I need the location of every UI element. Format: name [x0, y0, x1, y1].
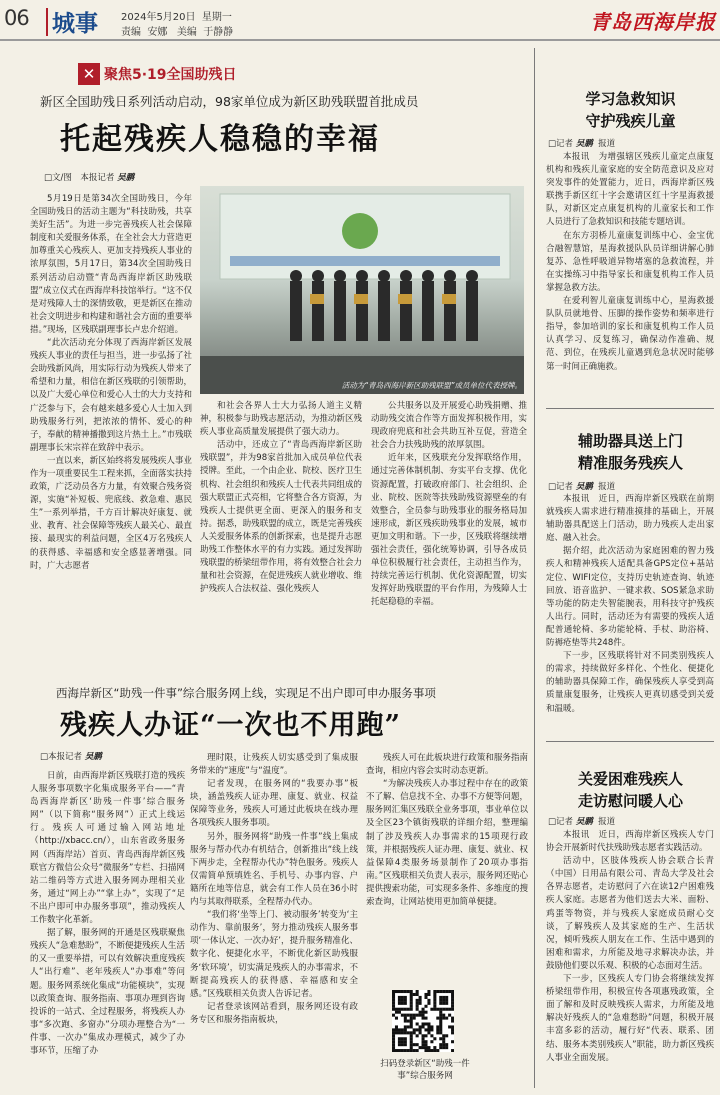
- story2-headline: 残疾人办证“一次也不用跑”: [60, 710, 402, 741]
- lead-column-1: 5月19日是第34次全国助残日，今年全国助残日的活动主题为“科技助残，共享美好生活”。为进一步完善残疾人社会保障制度和关爱服务体系，在全社会大力营造更加尊重关心残疾人、更加支持残疾人事业的浓厚氛围，5月17日，第34次全国助残日系列活动启动暨“青岛西海岸新区助残联盟”成立仪式在西海岸科技馆举行。“这不仅是对残障人士的深情致敬，更是新区在推动社会文明进步和构建和谐社会方面的重要举措。”现场，区残联副理事长卢忠介绍道。 “此次活动充分体现了西海岸新区发展残疾人事业的责任与担当，进一步弘扬了社会助残新风尚，用实际行动为残疾人带来了希望和力量，相信在新区残联的引领帮助，以及广大爱心单位和爱心人士的大力支持和广泛参与下，会有越来越多爱心人士加入到助残服务行列，把浓浓的情怀、爱心的种子，奉献的精神播撒到这片热土上。”市残联副理事长宋宗祥在致辞中表示。 一直以来，新区始终将发展残疾人事业作为一项重要民生工程来抓，全面落实扶持政策，广泛动员各方力量，有效聚合残务资源，实施“补短板、兜底线、救急难、惠民生”一系列举措，千方百计解决好康复、就业、教育、社会保障等残疾人最关心、最直接、最现实的利益问题，全区4万名残疾人的获得感、幸福感和安全感显著增强。同时，广大志愿者: [30, 194, 192, 571]
- story2-byline: □本报记者 吴鹏: [40, 752, 102, 762]
- story2-column-1: 日前，由西海岸新区残联打造的残疾人服务事项数字化集成服务平台——“青岛西海岸新区‘助残一件事’综合服务网”（以下简称“服务网”）正式上线运行。残疾人可通过输入网站地址（http://xbacc.cn/），山东省政务服务网（西海岸站）首页、青岛西海岸新区残联官方微信公众号“微服务”专栏、扫描网站二维码等方式进入服务网办理相关业务，通过“网上办”“掌上办”，实现了“足不出户即可申办服务事项”，推动残疾人工作数字化革新。 据了解，服务网的开通是区残联聚焦残疾人“急难愁盼”，不断便捷残疾人生活的又一重要举措，可以有效解决重度残疾人“出行难”、老年残疾人“办事难”等问题。服务网系统化集成“功能模块”，实现以政策查询、服务指南、事项办理到咨询投诉的一站式、全过程服务，将残疾人办事“多次跑、多窗办”分项办理整合为“一件事、一次办”集成办理模式，减少了办事环节，压缩了办: [30, 771, 185, 1056]
- lead-kicker: 新区全国助残日系列活动启动，98家单位成为新区助残联盟首批成员: [40, 94, 419, 109]
- qr-code-icon: [392, 990, 454, 1052]
- sidebar-1-body: 本报讯 为增强辖区残疾儿童定点康复机构和残疾儿童家庭的安全防范意识及应对突发事件的处置能力，近日，西海岸新区残联携手新区红十字会邀请区红十字星海救援队，对新区定点康复机构的儿童家长和工作人员进行了急救知识和技能专题培训。 在东方羽桥儿童康复训练中心、金宝优合融智慧馆，星海救援队队员详细讲解心肺复苏、急性呼吸道异物堵塞的急救流程，并在实操练习中指导家长和康复机构工作人员掌握急救方法。 在爱利智儿童康复训练中心，星海救援队队员就地骨、压脚的操作姿势和频率进行指导，参加培训的家长和康复机构工作人员认真学习、反复练习，确保动作准确、规范、到位，在残疾儿童遇到危急状况时能够第一时间正确施救。: [546, 152, 714, 372]
- lead-byline: □文/图 本报记者 吴鹏: [44, 173, 135, 183]
- story2-column-2: 理时限，让残疾人切实感受到了集成服务带来的“速度”与“温度”。 记者发现，在服务网的“我要办事”板块，涵盖残疾人证办理、康复、就业、权益保障等业务，残疾人可通过此板块在线办理各项残疾人服务事项。 另外，服务网将“助残一件事”线上集成服务与帮办代办有机结合，创新推出“线上线下两步走，全程帮办代办”特色服务。残疾人仅需简单预填姓名、手机号、办事内容、户籍所在地等信息，就会有工作人员在36小时内与其取得联系，全程帮办代办。 “我们将‘坐等上门、被动服务’转变为‘主动作为、靠前服务’，努力推动残疾人服务事项‘一体认定、一次办好’，提升服务精准化、数字化、便捷化水平，不断优化新区助残服务‘软环境’，切实满足残疾人的办事需求，不断提高残疾人的获得感、幸福感和安全感。”区残联相关负责人告诉记者。 记者登录该网站看到，服务网还设有政务专区和服务指南板块，: [190, 753, 358, 1025]
- photo-scene: [200, 186, 524, 394]
- photo-caption: 活动为“青岛西海岸新区助残联盟”成员单位代表授牌。: [341, 381, 522, 390]
- header-rule: [0, 39, 720, 41]
- sidebar-3-byline: □记者 吴鹏 报道: [548, 817, 616, 827]
- lead-headline: 托起残疾人稳稳的幸福: [60, 122, 380, 157]
- sidebar-1-headline: 学习急救知识 守护残疾儿童: [585, 90, 676, 130]
- header-editors: 责编 安娜 美编 于静静: [121, 27, 234, 38]
- sidebar-divider: [534, 48, 535, 1088]
- lead-column-2: 和社会各界人士大力弘扬人道主义精神，积极参与助残志愿活动，为推动新区残疾人事业高质量发展提供了强大动力。 活动中，还成立了“青岛西海岸新区助残联盟”，并为98家首批加入成员单位代表授牌。至此，一个由企业、院校、医疗卫生机构、社会组织和残疾人士代表共同组成的强大联盟正式亮相，它将整合各方资源，为残疾人士提供更全面、更深入的服务和支持。据悉，助残联盟的成立，既是完善残疾人关爱服务体系的创新探索，也是提升志愿助残工作整体水平的有力实践。通过发挥助残联盟的桥梁纽带作用，将有效整合社会力量和社会资源，在促进残疾人就业增收、维护残疾人合法权益、强化残疾人: [200, 401, 362, 595]
- qr-caption: 扫码登录新区“助残一件事”综合服务网: [380, 1059, 470, 1081]
- header-date: 2024年5月20日 星期一: [121, 12, 232, 23]
- sidebar-2-body: 本报讯 近日，西海岸新区残联在前期就残疾人需求进行精准摸排的基础上，开展辅助器具配送上门活动，助力残疾人走出家庭、融入社会。 据介绍，此次活动为家庭困难的智力残疾人和精神残疾人适配具备GPS定位+基站定位、WIFI定位，支持历史轨迹查询、轨迹回放、语音监护、一键求救、SOS紧急求助等功能的防走失智能腕表，用科技守护残疾人出行。同时，活动还为有需要的残疾人适配普通轮椅、多功能轮椅、手杖、助浴椅、防褥疮垫等共248件。 下一步，区残联将针对不同类别残疾人的需求，持续做好多样化、个性化、便捷化的辅助器具保障工作，确保残疾人享受到高质量康复服务，让残疾人更真切感受到关爱和温暖。: [546, 494, 714, 714]
- banner-x-icon: ✕: [78, 63, 100, 85]
- topic-banner: [78, 63, 278, 85]
- sidebar-3-headline: 关爱困难残疾人 走访慰问暖人心: [577, 770, 683, 810]
- sidebar-rule-1: [546, 408, 714, 409]
- banner-label: 聚焦5·19全国助残日: [104, 67, 237, 83]
- header-divider: [46, 8, 48, 36]
- sidebar-3-body: 本报讯 近日，西海岸新区残疾人专门协会开展新时代扶残助残志愿者实践活动。 活动中，区肢体残疾人协会联合长青（中国）日用品有限公司、青岛大学及社会各界志愿者，走访慰问了六在读12户困难残疾人家庭。志愿者为他们送去大米、面粉、鸡蛋等物资，并与残疾人家庭成员耐心交谈，了解残疾人及其家庭的生产、生活状况，倾听残疾人朋友在工作、生活中遇到的困难和需求，力所能及地寻求解决办法，并鼓励他们要以乐观、积极的心态面对生活。 下一步，区残疾人专门协会将继续发挥桥梁纽带作用，积极宣传各项惠残政策，全面了解和及时反映残疾人需求，力所能及地解决好残疾人的“急难愁盼”问题，积极开展丰富多彩的活动，履行好“代表、联系、团结、服务本类别残疾人”职能，助力新区残疾人事业全面发展。: [546, 830, 714, 1063]
- lead-column-3: 公共服务以及开展爱心助残捐赠、推动助残交流合作等方面发挥积极作用，实现政府兜底和社会共助互补互促，营造全社会合力扶残助残的浓厚氛围。 近年来，区残联充分发挥联络作用，通过完善体制机制、夯实平台支撑、优化资源配置，打破政府部门、社会组织、企业、院校、医院等扶残助残资源壁垒的有效整合，全员参与助残事业的服务格局加速形成，新区残疾助残事业的发展，城市更加文明和谐。下一步，区残联将继续增强社会责任，强化统筹协调，引导各成员单位积极履行社会责任，主动担当作为，持续完善运行机制、优化资源配置，切实发挥好助残联盟的平台作用，为残障人士托起稳稳的幸福。: [371, 401, 527, 608]
- story2-kicker: 西海岸新区“助残一件事”综合服务网上线，实现足不出户即可申办服务事项: [56, 686, 436, 700]
- story2-column-3: 残疾人可在此板块进行政策和服务指南查询，相应内容会实时动态更新。 “为解决残疾人办事过程中存在的政策不了解、信息找不全、办事不方便等问题，服务网汇集区残联全业务事项，事业单位以及全区23个镇街残联的详细介绍，整理编制了涉及残疾人办事需求的15项现行政策，并根据残疾人证办理、康复、就业、权益保障4类服务场景制作了20项办事指南。”区残联相关负责人表示，服务网还贴心提供搜索功能，可实现多条件、多维度的搜索查询，让网站使用更加简单便捷。: [366, 753, 528, 908]
- sidebar-rule-2: [546, 741, 714, 742]
- paper-logo: 青岛西海岸报: [590, 10, 716, 34]
- section-name: 城事: [52, 10, 98, 37]
- sidebar-1-byline: □记者 吴鹏 报道: [548, 139, 616, 149]
- ceremony-photo: [200, 186, 524, 394]
- sidebar-2-byline: □记者 吴鹏 报道: [548, 482, 616, 492]
- sidebar-2-headline: 辅助器具送上门 精准服务残疾人: [577, 432, 683, 472]
- page-number: 06: [4, 6, 29, 30]
- qr-code[interactable]: [392, 990, 454, 1052]
